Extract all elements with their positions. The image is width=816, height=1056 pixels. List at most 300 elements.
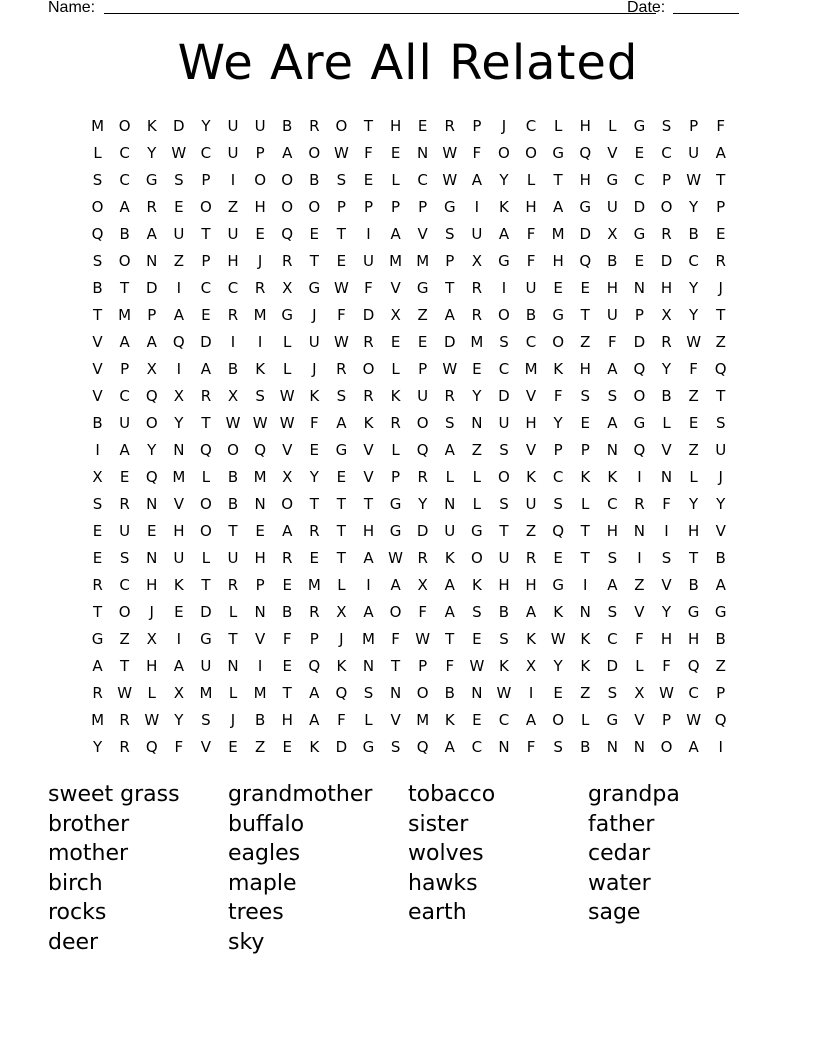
grid-letter[interactable]: C	[525, 333, 537, 351]
grid-letter[interactable]: Y	[553, 414, 563, 432]
grid-letter[interactable]: M	[253, 306, 267, 324]
grid-letter[interactable]: T	[201, 414, 211, 432]
grid-letter[interactable]: F	[309, 414, 319, 432]
grid-letter[interactable]: B	[607, 252, 618, 270]
grid-letter[interactable]: P	[255, 144, 265, 162]
grid-letter[interactable]: O	[633, 387, 646, 405]
grid-letter[interactable]: R	[471, 279, 483, 297]
grid-letter[interactable]: V	[525, 441, 537, 459]
grid-letter[interactable]: Y	[92, 738, 103, 756]
grid-letter[interactable]: Y	[472, 387, 482, 405]
grid-letter[interactable]: S	[92, 495, 103, 513]
grid-letter[interactable]: Y	[661, 603, 672, 621]
grid-letter[interactable]: K	[471, 576, 482, 594]
grid-letter[interactable]: T	[580, 522, 590, 540]
grid-letter[interactable]: L	[391, 441, 400, 459]
grid-letter[interactable]: A	[471, 171, 482, 189]
grid-letter[interactable]: U	[362, 252, 374, 270]
grid-letter[interactable]: V	[282, 441, 293, 459]
grid-letter[interactable]: B	[227, 495, 239, 513]
grid-letter[interactable]: U	[498, 414, 510, 432]
grid-letter[interactable]: Q	[416, 738, 429, 756]
grid-letter[interactable]: R	[200, 387, 212, 405]
grid-letter[interactable]: J	[501, 117, 507, 135]
grid-letter[interactable]: R	[661, 225, 672, 243]
grid-letter[interactable]: U	[308, 333, 320, 351]
grid-letter[interactable]: A	[309, 711, 320, 729]
grid-letter[interactable]: S	[445, 225, 455, 243]
grid-letter[interactable]: R	[254, 279, 266, 297]
grid-letter[interactable]: J	[257, 252, 263, 270]
grid-letter[interactable]: L	[337, 576, 346, 594]
grid-letter[interactable]: S	[363, 684, 374, 702]
grid-letter[interactable]: N	[471, 414, 483, 432]
grid-letter[interactable]: I	[257, 657, 263, 675]
grid-letter[interactable]: M	[470, 333, 484, 351]
grid-letter[interactable]: Q	[145, 387, 158, 405]
grid-letter[interactable]: X	[92, 468, 103, 486]
grid-letter[interactable]: U	[444, 522, 456, 540]
grid-letter[interactable]: L	[472, 495, 482, 513]
grid-letter[interactable]: N	[227, 657, 239, 675]
grid-letter[interactable]: B	[715, 630, 726, 648]
grid-letter[interactable]: R	[471, 306, 483, 324]
grid-letter[interactable]: C	[119, 576, 130, 594]
grid-letter[interactable]: O	[525, 144, 537, 162]
grid-letter[interactable]: F	[553, 387, 563, 405]
grid-letter[interactable]: Z	[688, 441, 699, 459]
grid-letter[interactable]: L	[283, 333, 292, 351]
grid-letter[interactable]: V	[715, 522, 726, 540]
grid-letter[interactable]: F	[526, 252, 536, 270]
grid-letter[interactable]: H	[687, 522, 700, 540]
grid-letter[interactable]: H	[525, 198, 537, 216]
grid-letter[interactable]: U	[417, 387, 429, 405]
grid-letter[interactable]: E	[472, 630, 482, 648]
grid-letter[interactable]: C	[227, 279, 239, 297]
grid-letter[interactable]: W	[279, 387, 295, 405]
grid-letter[interactable]: U	[498, 549, 510, 567]
grid-letter[interactable]: K	[363, 414, 374, 432]
grid-letter[interactable]: G	[362, 738, 375, 756]
grid-letter[interactable]: B	[661, 387, 672, 405]
grid-letter[interactable]: V	[200, 738, 212, 756]
grid-letter[interactable]: E	[580, 279, 590, 297]
grid-letter[interactable]: E	[174, 198, 184, 216]
grid-letter[interactable]: S	[607, 387, 618, 405]
grid-letter[interactable]: G	[200, 630, 212, 648]
grid-letter[interactable]: I	[366, 225, 371, 243]
grid-letter[interactable]: E	[688, 414, 699, 432]
grid-letter[interactable]: A	[363, 603, 374, 621]
grid-letter[interactable]: G	[579, 198, 592, 216]
grid-letter[interactable]: V	[634, 711, 645, 729]
grid-letter[interactable]: D	[633, 333, 646, 351]
grid-letter[interactable]: J	[718, 468, 723, 486]
grid-letter[interactable]: G	[389, 522, 402, 540]
grid-letter[interactable]: F	[472, 144, 482, 162]
grid-letter[interactable]: P	[716, 684, 726, 702]
grid-letter[interactable]: N	[660, 468, 673, 486]
grid-letter[interactable]: G	[335, 441, 348, 459]
grid-letter[interactable]: Z	[119, 630, 130, 648]
grid-letter[interactable]: B	[92, 279, 103, 297]
grid-letter[interactable]: R	[417, 549, 428, 567]
grid-letter[interactable]: E	[472, 711, 482, 729]
grid-letter[interactable]: A	[553, 198, 564, 216]
grid-letter[interactable]: V	[92, 360, 103, 378]
grid-letter[interactable]: A	[119, 333, 130, 351]
grid-letter[interactable]: U	[525, 279, 537, 297]
grid-letter[interactable]: E	[309, 549, 320, 567]
grid-letter[interactable]: P	[634, 306, 644, 324]
grid-letter[interactable]: R	[363, 387, 374, 405]
grid-letter[interactable]: I	[257, 333, 263, 351]
grid-letter[interactable]: S	[92, 252, 103, 270]
grid-letter[interactable]: L	[553, 117, 563, 135]
grid-letter[interactable]: D	[416, 522, 429, 540]
grid-letter[interactable]: T	[92, 306, 103, 324]
grid-letter[interactable]: J	[718, 279, 723, 297]
grid-letter[interactable]: S	[499, 495, 509, 513]
grid-letter[interactable]: W	[686, 171, 702, 189]
grid-letter[interactable]: B	[688, 225, 699, 243]
grid-letter[interactable]: F	[635, 630, 644, 648]
grid-letter[interactable]: P	[336, 198, 346, 216]
grid-letter[interactable]: H	[579, 117, 591, 135]
grid-letter[interactable]: K	[580, 657, 591, 675]
grid-letter[interactable]: W	[225, 414, 241, 432]
grid-letter[interactable]: Q	[633, 441, 646, 459]
grid-letter[interactable]: U	[688, 144, 700, 162]
grid-letter[interactable]: T	[309, 252, 319, 270]
grid-letter[interactable]: E	[390, 144, 401, 162]
grid-letter[interactable]: G	[498, 252, 510, 270]
grid-letter[interactable]: H	[173, 522, 185, 540]
grid-letter[interactable]: W	[144, 711, 160, 729]
date-field[interactable]	[673, 0, 739, 14]
grid-letter[interactable]: I	[474, 198, 480, 216]
grid-letter[interactable]: X	[146, 360, 157, 378]
grid-letter[interactable]: A	[525, 711, 537, 729]
grid-letter[interactable]: N	[417, 144, 429, 162]
grid-letter[interactable]: A	[119, 198, 130, 216]
grid-letter[interactable]: E	[174, 603, 184, 621]
grid-letter[interactable]: B	[715, 549, 726, 567]
grid-letter[interactable]: M	[551, 225, 565, 243]
grid-letter[interactable]: G	[281, 306, 294, 324]
grid-letter[interactable]: X	[282, 279, 293, 297]
grid-letter[interactable]: W	[442, 171, 458, 189]
grid-letter[interactable]: C	[119, 144, 130, 162]
grid-letter[interactable]: U	[525, 495, 537, 513]
grid-letter[interactable]: R	[417, 468, 428, 486]
grid-letter[interactable]: U	[119, 522, 131, 540]
grid-letter[interactable]: V	[634, 603, 645, 621]
grid-letter[interactable]: R	[146, 198, 157, 216]
grid-letter[interactable]: B	[227, 360, 239, 378]
grid-letter[interactable]: F	[526, 738, 536, 756]
grid-letter[interactable]: W	[686, 711, 702, 729]
grid-letter[interactable]: Q	[200, 441, 212, 459]
grid-letter[interactable]: E	[634, 252, 645, 270]
grid-letter[interactable]: X	[634, 684, 645, 702]
grid-letter[interactable]: E	[472, 360, 482, 378]
grid-letter[interactable]: G	[687, 603, 700, 621]
grid-letter[interactable]: K	[553, 360, 564, 378]
grid-letter[interactable]: M	[416, 252, 430, 270]
grid-letter[interactable]: I	[637, 549, 642, 567]
grid-letter[interactable]: S	[472, 603, 482, 621]
grid-letter[interactable]: T	[363, 495, 374, 513]
grid-letter[interactable]: C	[200, 144, 212, 162]
grid-letter[interactable]: S	[715, 414, 726, 432]
grid-letter[interactable]: G	[308, 279, 321, 297]
grid-letter[interactable]: H	[579, 171, 591, 189]
grid-letter[interactable]: O	[200, 495, 212, 513]
grid-letter[interactable]: C	[552, 468, 564, 486]
grid-letter[interactable]: Q	[579, 144, 592, 162]
grid-letter[interactable]: R	[525, 549, 537, 567]
grid-letter[interactable]: A	[444, 576, 455, 594]
grid-letter[interactable]: Q	[714, 711, 727, 729]
grid-letter[interactable]: L	[635, 657, 644, 675]
grid-letter[interactable]: H	[146, 576, 158, 594]
grid-letter[interactable]: K	[309, 738, 320, 756]
grid-letter[interactable]: N	[146, 549, 158, 567]
grid-letter[interactable]: B	[498, 603, 510, 621]
grid-letter[interactable]: T	[120, 657, 130, 675]
grid-letter[interactable]: Y	[174, 414, 184, 432]
grid-letter[interactable]: Y	[147, 144, 157, 162]
grid-letter[interactable]: L	[472, 468, 482, 486]
grid-letter[interactable]: E	[309, 225, 320, 243]
grid-letter[interactable]: Y	[553, 657, 563, 675]
grid-letter[interactable]: N	[498, 738, 510, 756]
grid-letter[interactable]: E	[282, 738, 292, 756]
grid-letter[interactable]: G	[145, 171, 158, 189]
grid-letter[interactable]: R	[715, 252, 726, 270]
grid-letter[interactable]: E	[282, 576, 292, 594]
grid-letter[interactable]: O	[118, 117, 131, 135]
grid-letter[interactable]: Z	[688, 387, 699, 405]
grid-letter[interactable]: M	[524, 360, 538, 378]
grid-letter[interactable]: R	[444, 387, 455, 405]
grid-letter[interactable]: C	[119, 387, 130, 405]
grid-letter[interactable]: A	[444, 738, 455, 756]
grid-letter[interactable]: C	[634, 171, 645, 189]
grid-letter[interactable]: H	[552, 252, 564, 270]
grid-letter[interactable]: L	[201, 468, 211, 486]
grid-letter[interactable]: O	[281, 495, 294, 513]
grid-letter[interactable]: Z	[471, 441, 482, 459]
grid-letter[interactable]: O	[660, 198, 673, 216]
grid-letter[interactable]: O	[498, 306, 510, 324]
grid-letter[interactable]: F	[526, 225, 536, 243]
grid-letter[interactable]: G	[552, 576, 564, 594]
grid-letter[interactable]: G	[606, 171, 619, 189]
grid-letter[interactable]: C	[607, 630, 618, 648]
grid-letter[interactable]: K	[526, 468, 536, 486]
grid-letter[interactable]: T	[309, 495, 319, 513]
grid-letter[interactable]: K	[255, 360, 266, 378]
grid-letter[interactable]: R	[309, 117, 320, 135]
grid-letter[interactable]: P	[580, 441, 590, 459]
grid-letter[interactable]: T	[228, 630, 238, 648]
grid-letter[interactable]: M	[253, 684, 267, 702]
grid-letter[interactable]: T	[92, 603, 103, 621]
grid-letter[interactable]: H	[606, 279, 618, 297]
grid-letter[interactable]: T	[201, 576, 211, 594]
grid-letter[interactable]: Z	[580, 684, 591, 702]
grid-letter[interactable]: L	[689, 468, 698, 486]
grid-letter[interactable]: A	[309, 684, 320, 702]
grid-letter[interactable]: E	[553, 684, 563, 702]
grid-letter[interactable]: H	[660, 630, 673, 648]
grid-letter[interactable]: K	[607, 468, 618, 486]
grid-letter[interactable]: N	[254, 495, 266, 513]
grid-letter[interactable]: P	[418, 198, 428, 216]
grid-letter[interactable]: O	[470, 549, 483, 567]
grid-letter[interactable]: A	[282, 144, 293, 162]
grid-letter[interactable]: K	[526, 630, 536, 648]
grid-letter[interactable]: T	[553, 171, 563, 189]
grid-letter[interactable]: R	[661, 333, 672, 351]
grid-letter[interactable]: Z	[417, 306, 428, 324]
grid-letter[interactable]: V	[390, 279, 401, 297]
grid-letter[interactable]: O	[552, 711, 565, 729]
grid-letter[interactable]: S	[390, 738, 401, 756]
grid-letter[interactable]: V	[525, 387, 537, 405]
grid-letter[interactable]: X	[282, 468, 293, 486]
grid-letter[interactable]: A	[390, 576, 401, 594]
grid-letter[interactable]: P	[445, 252, 455, 270]
grid-letter[interactable]: M	[91, 117, 105, 135]
grid-letter[interactable]: V	[390, 711, 401, 729]
grid-letter[interactable]: W	[686, 333, 702, 351]
grid-letter[interactable]: U	[606, 306, 618, 324]
grid-letter[interactable]: O	[389, 603, 402, 621]
grid-letter[interactable]: E	[390, 333, 401, 351]
grid-letter[interactable]: A	[173, 657, 184, 675]
grid-letter[interactable]: L	[608, 117, 617, 135]
grid-letter[interactable]: Y	[689, 279, 699, 297]
grid-letter[interactable]: Z	[715, 657, 726, 675]
grid-letter[interactable]: D	[335, 738, 348, 756]
grid-letter[interactable]: A	[200, 360, 212, 378]
grid-letter[interactable]: O	[416, 684, 429, 702]
grid-letter[interactable]: C	[119, 171, 130, 189]
grid-letter[interactable]: Q	[579, 252, 592, 270]
grid-letter[interactable]: W	[550, 630, 566, 648]
grid-letter[interactable]: L	[283, 360, 292, 378]
grid-letter[interactable]: Q	[254, 441, 267, 459]
grid-letter[interactable]: O	[281, 198, 294, 216]
grid-letter[interactable]: W	[442, 144, 458, 162]
grid-letter[interactable]: H	[227, 252, 239, 270]
grid-letter[interactable]: A	[607, 360, 618, 378]
grid-letter[interactable]: T	[445, 279, 455, 297]
grid-letter[interactable]: U	[227, 549, 239, 567]
grid-letter[interactable]: Y	[201, 117, 211, 135]
grid-letter[interactable]: N	[471, 684, 483, 702]
grid-letter[interactable]: S	[336, 387, 347, 405]
grid-letter[interactable]: X	[173, 387, 184, 405]
grid-letter[interactable]: L	[228, 603, 238, 621]
grid-letter[interactable]: S	[607, 549, 618, 567]
grid-letter[interactable]: X	[173, 684, 184, 702]
grid-letter[interactable]: D	[145, 279, 158, 297]
grid-letter[interactable]: H	[498, 576, 510, 594]
grid-letter[interactable]: B	[688, 576, 699, 594]
grid-letter[interactable]: U	[119, 414, 131, 432]
grid-letter[interactable]: J	[312, 306, 317, 324]
grid-letter[interactable]: T	[336, 495, 346, 513]
grid-letter[interactable]: D	[579, 225, 592, 243]
grid-letter[interactable]: L	[147, 684, 156, 702]
grid-letter[interactable]: L	[93, 144, 102, 162]
grid-letter[interactable]: H	[362, 522, 375, 540]
grid-letter[interactable]: P	[472, 117, 482, 135]
grid-letter[interactable]: D	[362, 306, 375, 324]
grid-letter[interactable]: C	[661, 144, 672, 162]
grid-letter[interactable]: L	[391, 171, 400, 189]
grid-letter[interactable]: A	[715, 144, 726, 162]
grid-letter[interactable]: I	[176, 630, 182, 648]
grid-letter[interactable]: D	[606, 657, 619, 675]
grid-letter[interactable]: O	[362, 360, 375, 378]
grid-letter[interactable]: V	[417, 225, 428, 243]
grid-letter[interactable]: T	[201, 225, 211, 243]
grid-letter[interactable]: S	[92, 171, 103, 189]
grid-letter[interactable]: Q	[145, 468, 158, 486]
grid-letter[interactable]: P	[255, 576, 265, 594]
grid-letter[interactable]: I	[501, 279, 507, 297]
grid-letter[interactable]: X	[336, 603, 347, 621]
grid-letter[interactable]: Z	[580, 333, 591, 351]
grid-letter[interactable]: R	[363, 333, 374, 351]
grid-letter[interactable]: F	[445, 657, 455, 675]
grid-letter[interactable]: F	[662, 657, 671, 675]
grid-letter[interactable]: R	[92, 576, 103, 594]
grid-letter[interactable]: O	[118, 603, 131, 621]
grid-letter[interactable]: D	[200, 603, 212, 621]
grid-letter[interactable]: G	[389, 495, 402, 513]
grid-letter[interactable]: P	[553, 441, 563, 459]
grid-letter[interactable]: K	[444, 549, 455, 567]
grid-letter[interactable]: H	[254, 198, 266, 216]
grid-letter[interactable]: O	[200, 522, 212, 540]
grid-letter[interactable]: H	[525, 414, 537, 432]
grid-letter[interactable]: V	[92, 333, 103, 351]
grid-letter[interactable]: E	[255, 522, 265, 540]
grid-letter[interactable]: B	[92, 414, 103, 432]
grid-letter[interactable]: W	[252, 414, 268, 432]
grid-letter[interactable]: N	[254, 603, 266, 621]
grid-letter[interactable]: N	[633, 522, 646, 540]
grid-letter[interactable]: H	[606, 522, 618, 540]
grid-letter[interactable]: S	[661, 549, 672, 567]
grid-letter[interactable]: H	[281, 711, 293, 729]
grid-letter[interactable]: S	[499, 630, 509, 648]
grid-letter[interactable]: G	[552, 144, 564, 162]
grid-letter[interactable]: R	[634, 495, 645, 513]
grid-letter[interactable]: Z	[227, 198, 239, 216]
grid-letter[interactable]: N	[146, 252, 158, 270]
grid-letter[interactable]: C	[607, 495, 618, 513]
grid-letter[interactable]: Z	[525, 522, 537, 540]
grid-letter[interactable]: S	[255, 387, 265, 405]
